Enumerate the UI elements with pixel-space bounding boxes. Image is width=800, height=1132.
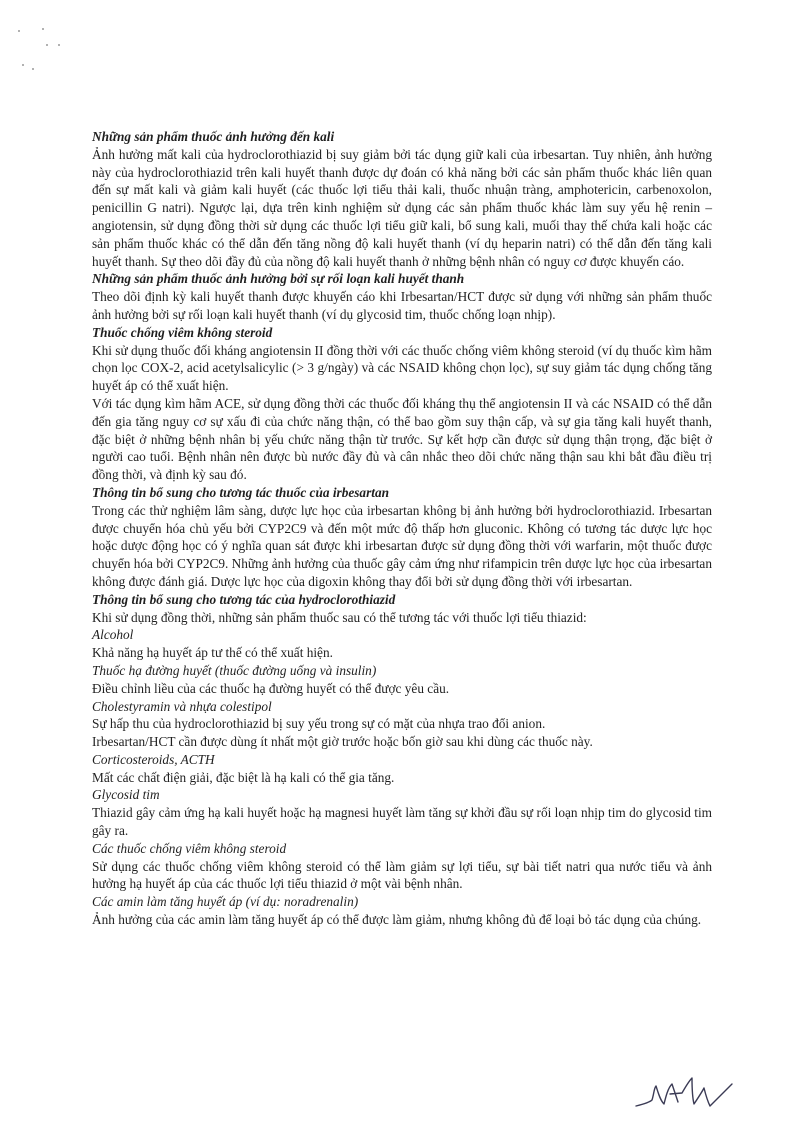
paragraph: Theo dõi định kỳ kali huyết thanh được khuyến cáo khi Irbesartan/HCT được sử dụng với những sản phẩm thuốc ảnh hưởng bởi sự rối loạn kali huyết thanh (ví dụ glycosid tim, thuốc chống loạn nhịp).	[92, 289, 712, 322]
section-heading: Glycosid tim	[92, 787, 160, 803]
paragraph: Irbesartan/HCT cần được dùng ít nhất một giờ trước hoặc bốn giờ sau khi dùng các thuốc này.	[92, 734, 593, 750]
signature-icon	[632, 1066, 742, 1116]
paragraph: Khi sử dụng thuốc đối kháng angiotensin II đồng thời với các thuốc chống viêm không steroid (ví dụ thuốc kìm hãm chọn lọc COX-2, acid acetylsalicylic (> 3 g/ngày) và các NSAID không chọn lọc), sự suy giảm tác dụng chống tăng huyết áp có thể xuất hiện.	[92, 342, 712, 394]
section-heading: Cholestyramin và nhựa colestipol	[92, 698, 272, 714]
section-heading: Thuốc hạ đường huyết (thuốc đường uống và insulin)	[92, 662, 377, 678]
paragraph: Trong các thử nghiệm lâm sàng, dược lực học của irbesartan không bị ảnh hưởng bởi hydroclorothiazid. Irbesartan được chuyển hóa chủ yếu bởi CYP2C9 và đến một mức độ thấp hơn gluconic. Không có tương tác dược lực học hoặc dược động học có ý nghĩa quan sát được khi irbesartan được sử dụng đồng thời với warfarin, một thuốc được chuyển hóa bởi CYP2C9. Những ảnh hưởng của thuốc gây cảm ứng như rifampicin trên dược lực học của irbesartan không được đánh giá. Dược lực học của digoxin không thay đổi bởi sử dụng đồng thời với irbesartan.	[92, 502, 712, 589]
document-body	[92, 128, 712, 929]
section-heading: Các thuốc chống viêm không steroid	[92, 840, 287, 856]
section-heading: Những sản phẩm thuốc ảnh hưởng bởi sự rối loạn kali huyết thanh	[92, 271, 465, 287]
section-heading: Thông tin bổ sung cho tương tác thuốc của irbesartan	[92, 484, 389, 500]
paragraph: Thiazid gây cảm ứng hạ kali huyết hoặc hạ magnesi huyết làm tăng sự khởi đầu sự rối loạn nhịp tim do glycosid tim gây ra.	[92, 805, 712, 839]
section-heading: Thuốc chống viêm không steroid	[92, 324, 273, 340]
section-heading: Những sản phẩm thuốc ảnh hưởng đến kali	[92, 129, 335, 144]
paragraph: Mất các chất điện giải, đặc biệt là hạ kali có thể gia tăng.	[92, 769, 395, 785]
section-heading: Corticosteroids, ACTH	[92, 751, 215, 767]
paragraph: Ảnh hưởng của các amin làm tăng huyết áp có thể được làm giảm, nhưng không đủ để loại bỏ tác dụng của chúng.	[92, 912, 702, 928]
paragraph: Khi sử dụng đồng thời, những sản phẩm thuốc sau có thể tương tác với thuốc lợi tiểu thiazid:	[92, 609, 587, 625]
paragraph: Sự hấp thu của hydroclorothiazid bị suy yếu trong sự có mặt của nhựa trao đổi anion.	[92, 716, 546, 732]
paragraph: Khả năng hạ huyết áp tư thế có thể xuất hiện.	[92, 645, 333, 661]
paragraph: Với tác dụng kìm hãm ACE, sử dụng đồng thời các thuốc đối kháng thụ thể angiotensin II và các NSAID có thể dẫn đến gia tăng nguy cơ sự xấu đi của chức năng thận, có thể bao gồm suy thận cấp, và sự gia tăng kali huyết thanh, đặc biệt ở những bệnh nhân bị yếu chức năng thận từ trước. Sự kết hợp cần được sử dụng thận trọng, đặc biệt ở người cao tuổi. Bệnh nhân nên được bù nước đầy đủ và cân nhắc theo dõi chức năng thận sau khi bắt đầu điều trị đồng thời, và định kỳ sau đó.	[92, 395, 712, 483]
paragraph: Sử dụng các thuốc chống viêm không steroid có thể làm giảm sự lợi tiểu, sự bài tiết natri qua nước tiểu và ảnh hưởng hạ huyết áp của các thuốc lợi tiểu thiazid ở một vài bệnh nhân.	[92, 858, 712, 892]
section-heading: Các amin làm tăng huyết áp (ví dụ: noradrenalin)	[92, 894, 359, 910]
scan-specks	[18, 28, 68, 78]
paragraph: Ảnh hưởng mất kali của hydroclorothiazid bị suy giảm bởi tác dụng giữ kali của irbesartan. Tuy nhiên, ảnh hưởng này của hydroclorothiazid trên kali huyết thanh được dự đoán có khả năng bởi các sản phẩm thuốc khác liên quan đến sự mất kali và giảm kali huyết (các thuốc lợi tiểu thải kali, thuốc nhuận tràng, amphotericin, carbenoxolon, penicillin G natri). Ngược lại, dựa trên kinh nghiệm sử dụng các sản phẩm thuốc khác làm suy yếu hệ renin – angiotensin, sử dụng đồng thời sử dụng các thuốc lợi tiểu giữ kali, bổ sung kali, muối thay thế chứa kali hoặc các sản phẩm thuốc khác có thể dẫn đến tăng nồng độ kali huyết thanh (ví dụ heparin natri) có thể dẫn đến tăng kali huyết thanh. Sự theo dõi đầy đủ của nồng độ kali huyết thanh ở những bệnh nhân có nguy cơ được khuyến cáo.	[92, 146, 712, 269]
section-heading: Alcohol	[92, 627, 134, 643]
section-heading: Thông tin bổ sung cho tương tác của hydroclorothiazid	[92, 591, 396, 607]
paragraph: Điều chỉnh liều của các thuốc hạ đường huyết có thể được yêu cầu.	[92, 680, 450, 696]
